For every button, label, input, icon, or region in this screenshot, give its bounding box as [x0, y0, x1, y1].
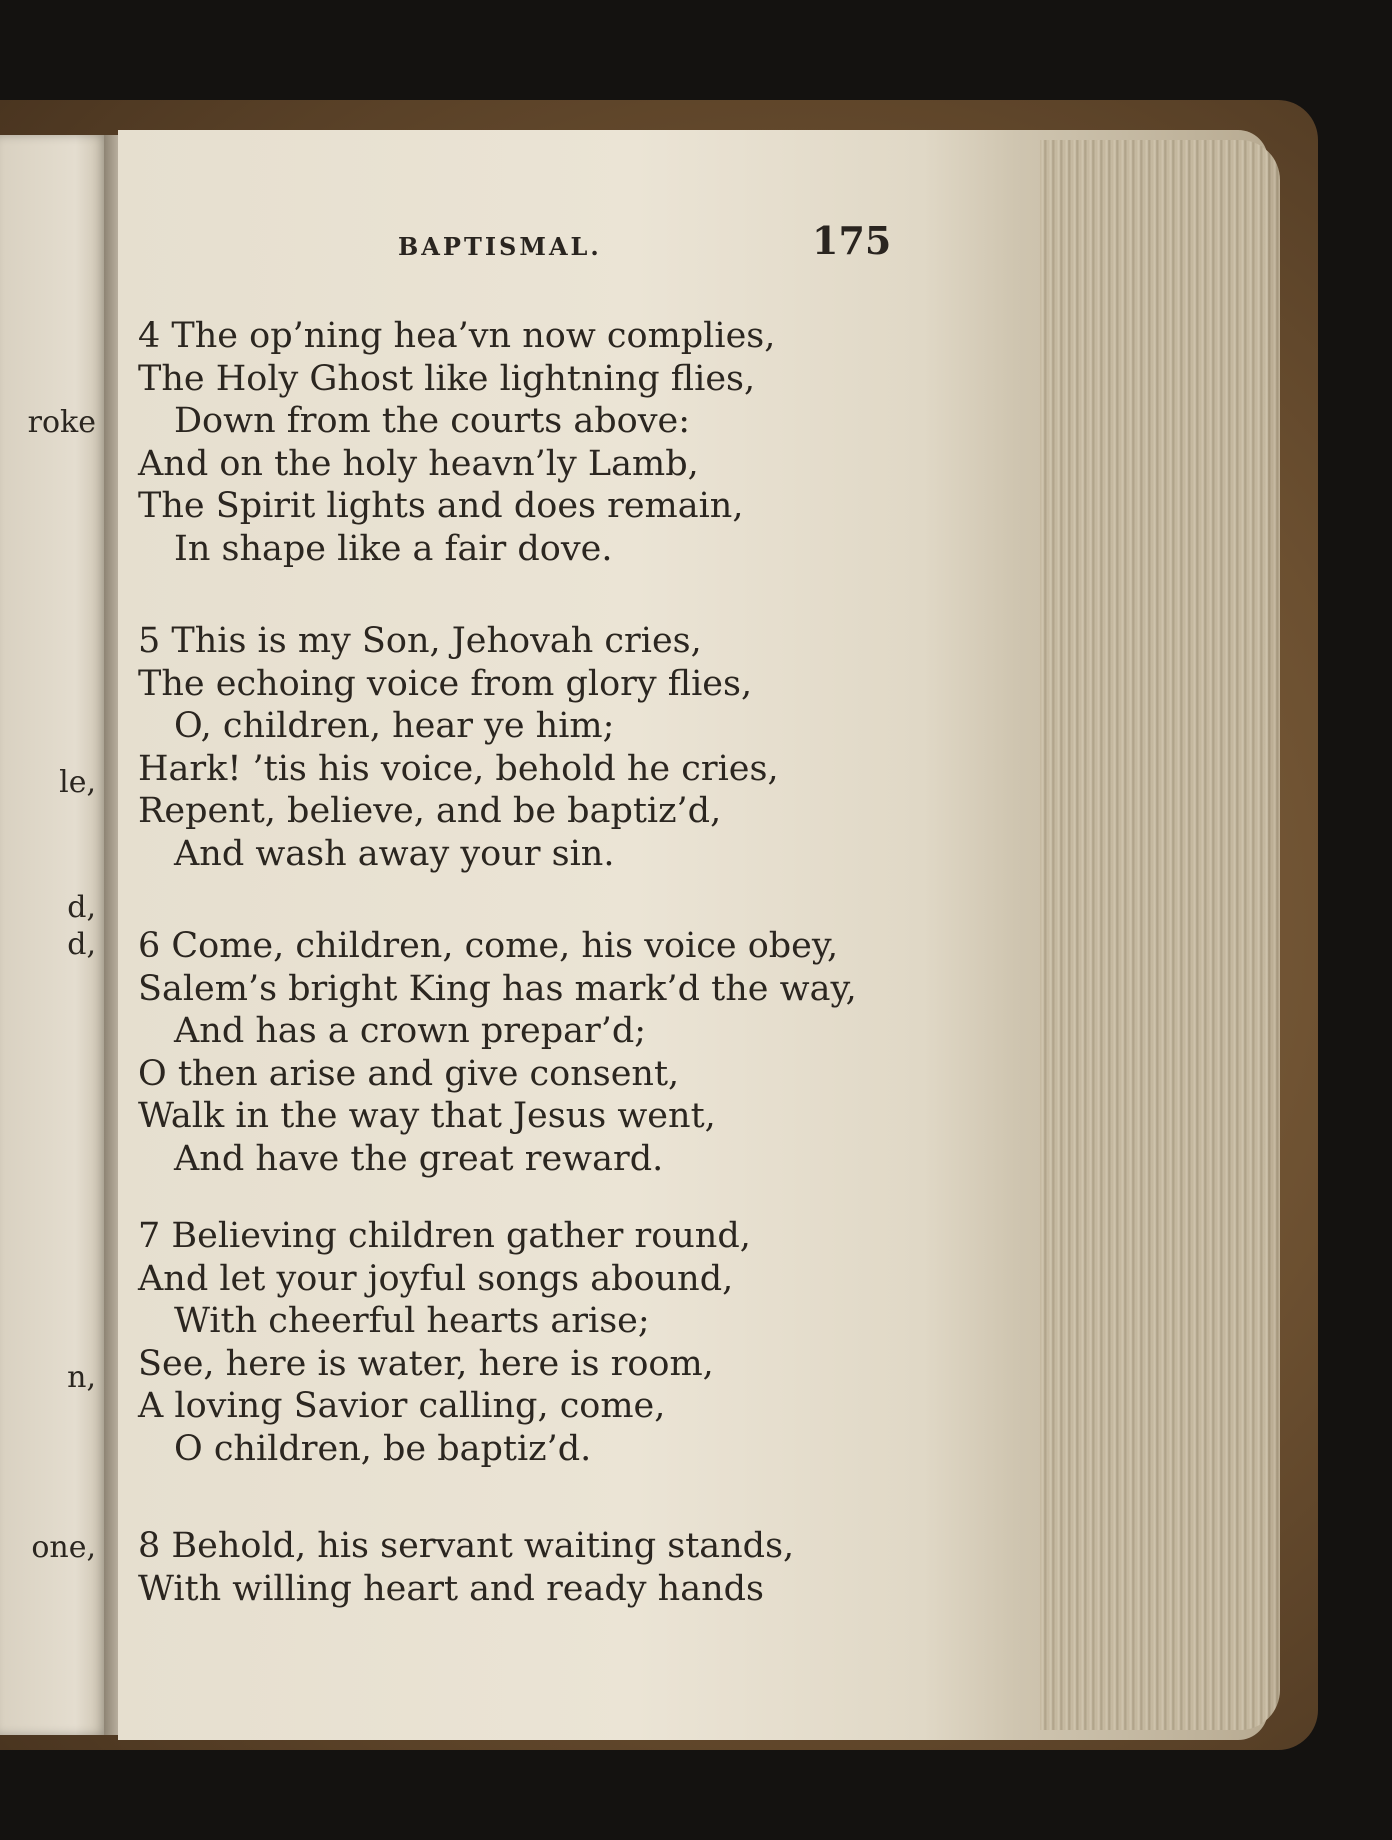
- stanza-4: [138, 315, 898, 570]
- verse-line: See, here is water, here is room,: [138, 1343, 714, 1384]
- verse-line: Down from the courts above:: [174, 401, 690, 441]
- verse-line: With willing heart and ready hands: [138, 1568, 765, 1609]
- verse-line: 7 Believing children gather round,: [138, 1216, 751, 1256]
- left-page-fragment: roke: [27, 405, 96, 440]
- verse-line: 8 Behold, his servant waiting stands,: [138, 1526, 795, 1566]
- verse-line: The Spirit lights and does remain,: [138, 486, 744, 526]
- verse-line: Salem’s bright King has mark’d the way,: [138, 968, 857, 1009]
- verse-line: And have the great reward.: [174, 1138, 664, 1179]
- left-page-fragment: d,: [67, 927, 96, 962]
- stanza-6: [138, 925, 898, 1180]
- verse-line: 5 This is my Son, Jehovah cries,: [138, 621, 702, 661]
- page-number: 175: [812, 218, 892, 263]
- verse-line: O then arise and give consent,: [138, 1053, 680, 1094]
- stanza-8: [138, 1525, 898, 1610]
- stanza-7: [138, 1215, 898, 1470]
- verse-line: And on the holy heavn’ly Lamb,: [138, 443, 699, 484]
- left-page: [0, 135, 108, 1735]
- verse-line: Hark! ’tis his voice, behold he cries,: [138, 748, 779, 789]
- verse-line: 6 Come, children, come, his voice obey,: [138, 926, 839, 966]
- verse-line: In shape like a fair dove.: [174, 528, 613, 569]
- verse-line: With cheerful hearts arise;: [174, 1301, 650, 1341]
- verse-line: The echoing voice from glory flies,: [138, 663, 753, 704]
- verse-line: Repent, believe, and be baptiz’d,: [138, 791, 722, 831]
- stanza-5: [138, 620, 898, 875]
- verse-line: Walk in the way that Jesus went,: [138, 1096, 716, 1136]
- verse-line: And let your joyful songs abound,: [138, 1258, 734, 1299]
- verse-line: The Holy Ghost like lightning flies,: [138, 358, 756, 399]
- left-page-fragment: le,: [59, 765, 96, 800]
- left-page-fragment: n,: [67, 1360, 96, 1395]
- verse-line: O, children, hear ye him;: [174, 706, 615, 746]
- verse-line: O children, be baptiz’d.: [174, 1428, 592, 1469]
- verse-line: 4 The op’ning hea’vn now complies,: [138, 316, 776, 356]
- verse-line: And wash away your sin.: [174, 833, 615, 874]
- page-edges: [1040, 140, 1280, 1730]
- verse-line: And has a crown prepar’d;: [174, 1011, 647, 1051]
- left-page-fragment: one,: [31, 1530, 96, 1565]
- left-page-fragment: d,: [67, 890, 96, 925]
- section-title: BAPTISMAL.: [398, 232, 602, 261]
- verse-line: A loving Savior calling, come,: [138, 1386, 666, 1426]
